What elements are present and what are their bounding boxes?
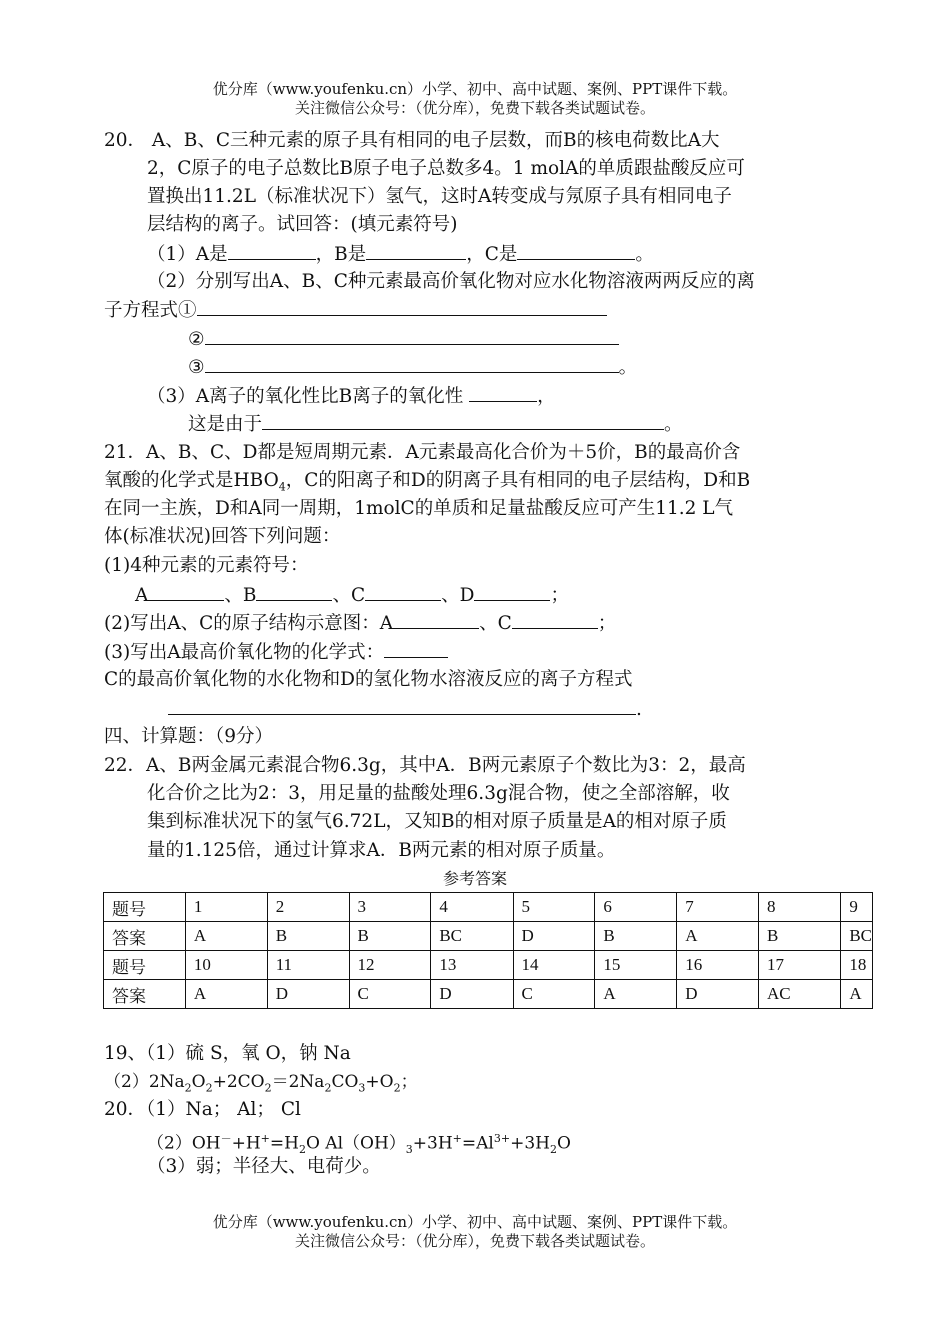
superscript: － — [220, 1132, 232, 1145]
table-cell: B — [595, 922, 677, 951]
table-cell: 5 — [513, 893, 595, 922]
table-cell: B — [349, 922, 431, 951]
table-cell: BC — [841, 922, 873, 951]
table-cell: 2 — [267, 893, 349, 922]
subscript: 2 — [549, 1143, 557, 1157]
circle-3: ③ — [188, 357, 205, 378]
q21-part-2 — [104, 610, 616, 637]
table-cell: D — [431, 980, 513, 1009]
answer-blank[interactable] — [469, 383, 537, 402]
subscript: 2 — [298, 1143, 306, 1157]
q21-l2-a: 氧酸的化学式是HBO — [104, 470, 279, 491]
answer-blank[interactable] — [168, 696, 636, 715]
table-cell: D — [677, 980, 759, 1009]
table-row — [104, 980, 873, 1009]
table-cell: A — [185, 980, 267, 1009]
label-a: A — [135, 585, 149, 606]
table-cell: 13 — [431, 951, 513, 980]
q20-part-3-line-2 — [188, 411, 683, 438]
q21-part-4: C的最高价氧化物的水化物和D的氢化物水溶液反应的离子方程式 — [104, 669, 633, 690]
q21-part-3 — [104, 639, 448, 666]
table-cell: A — [595, 980, 677, 1009]
table-cell: 6 — [595, 893, 677, 922]
q20-line-2: 2，C原子的电子总数比B原子电子总数多4。1 molA的单质跟盐酸反应可 — [147, 158, 745, 179]
q22-line-3: 集到标准状况下的氢气6.72L，又知B的相对原子质量是A的相对原子质 — [147, 811, 727, 832]
answer-blank[interactable] — [384, 639, 448, 658]
q21-part-1: (1)4种元素的元素符号： — [104, 555, 309, 576]
answer-20-line-1: 20．（1）Na； Al； Cl — [104, 1099, 301, 1120]
eq-part: O Al（OH） — [305, 1133, 406, 1154]
section-4-title: 四、计算题：（9分） — [104, 726, 274, 747]
header-line-1: 优分库（www.youfenku.cn）小学、初中、高中试题、案例、PPT课件下载。 — [212, 80, 738, 98]
q21-line-1: 21．A、B、C、D都是短周期元素．A元素最高化合价为＋5价，B的最高价含 — [104, 442, 741, 463]
table-cell: 15 — [595, 951, 677, 980]
period: 。 — [618, 357, 638, 378]
q20-part-2-line-2 — [104, 297, 607, 324]
subscript: 3 — [405, 1143, 413, 1157]
table-cell: 1 — [185, 893, 267, 922]
q20-p3-a: （3）A离子的氧化性比B离子的氧化性 — [147, 386, 470, 407]
table-cell: 10 — [185, 951, 267, 980]
answer-blank[interactable] — [256, 582, 332, 601]
answer-blank[interactable] — [517, 241, 635, 260]
q20-part-2-line-1: （2）分别写出A、B、C种元素最高价氧化物对应水化物溶液两两反应的离 — [147, 271, 755, 292]
q20-p1-a: （1）A是 — [147, 244, 228, 265]
answer-blank[interactable] — [366, 241, 466, 260]
q20-line-1: 20． A、B、C三种元素的原子具有相同的电子层数，而B的核电荷数比A大 — [104, 130, 720, 151]
eq-part: （2）OH — [147, 1133, 221, 1154]
answer-blank[interactable] — [474, 582, 550, 601]
answer-blank[interactable] — [262, 411, 664, 430]
eq-part: ； — [400, 1072, 418, 1092]
table-cell: BC — [431, 922, 513, 951]
subscript: 4 — [278, 480, 286, 494]
q20-part-2-line-4 — [188, 354, 637, 381]
table-cell: 16 — [677, 951, 759, 980]
q21-line-4: 体(标准状况)回答下列问题： — [104, 526, 341, 547]
semicolon: ； — [550, 585, 569, 606]
q22-line-4: 量的1.125倍，通过计算求A．B两元素的相对原子质量。 — [147, 840, 616, 861]
answer-19-line-1: 19、（1）硫 S，氧 O，钠 Na — [104, 1043, 351, 1064]
answer-blank[interactable] — [512, 610, 598, 629]
row-header-cell: 答案 — [104, 980, 186, 1009]
period: 。 — [664, 414, 683, 435]
period: . — [636, 699, 642, 720]
table-cell: 14 — [513, 951, 595, 980]
comma: ， — [537, 386, 556, 407]
semicolon: ； — [597, 613, 617, 634]
answer-blank[interactable] — [393, 610, 479, 629]
eq-part: CO — [331, 1072, 359, 1092]
eq-part: +H — [231, 1133, 261, 1154]
subscript: 2 — [324, 1081, 332, 1095]
answer-key-title: 参考答案 — [442, 869, 507, 888]
footer-line-1: 优分库（www.youfenku.cn）小学、初中、高中试题、案例、PPT课件下载。 — [212, 1213, 738, 1231]
table-cell: C — [349, 980, 431, 1009]
table-cell: 17 — [759, 951, 841, 980]
q20-part-3-line-1 — [147, 383, 556, 410]
q21-part-4-line-2 — [168, 696, 642, 723]
q21-l2-b: ，C的阳离子和D的阴离子具有相同的电子层结构，D和B — [285, 470, 751, 491]
subscript: 2 — [264, 1081, 272, 1095]
eq-part: +O — [365, 1072, 394, 1092]
row-header-cell: 答案 — [104, 922, 186, 951]
superscript: + — [260, 1132, 270, 1145]
table-cell: B — [267, 922, 349, 951]
answer-blank[interactable] — [205, 326, 619, 345]
table-cell: 8 — [759, 893, 841, 922]
table-cell: B — [759, 922, 841, 951]
q20-p1-d: 。 — [635, 244, 654, 265]
answer-blank[interactable] — [197, 297, 607, 316]
eq-part: O — [191, 1072, 206, 1092]
q20-part-2-line-3 — [188, 326, 619, 353]
answer-20-line-3: （3）弱；半径大、电荷少。 — [147, 1156, 381, 1177]
answer-blank[interactable] — [148, 582, 224, 601]
eq-part: O — [556, 1133, 571, 1154]
eq-part: =H — [269, 1133, 299, 1154]
row-header-cell: 题号 — [104, 951, 186, 980]
answer-blank[interactable] — [205, 354, 619, 373]
table-cell: A — [677, 922, 759, 951]
table-cell: 12 — [349, 951, 431, 980]
table-cell: 7 — [677, 893, 759, 922]
header-line-2: 关注微信公众号：（优分库），免费下载各类试题试卷。 — [294, 99, 655, 117]
table-cell: AC — [759, 980, 841, 1009]
q22-line-2: 化合价之比为2：3，用足量的盐酸处理6.3g混合物，使之全部溶解，收 — [147, 783, 730, 804]
eq-part: +3H — [412, 1133, 453, 1154]
table-cell: A — [185, 922, 267, 951]
q20-line-3: 置换出11.2L（标准状况下）氢气，这时A转变成与氖原子具有相同电子 — [147, 186, 732, 207]
answer-blank[interactable] — [228, 241, 316, 260]
answer-blank[interactable] — [365, 582, 441, 601]
table-cell: 18 — [841, 951, 873, 980]
q20-p1-c: ，C是 — [466, 244, 518, 265]
q21-p2-b: 、C — [479, 613, 512, 634]
eq-part: +2CO — [212, 1072, 265, 1092]
eq-part: ＝2Na — [271, 1072, 325, 1092]
eq-part: （2）2Na — [104, 1072, 185, 1092]
table-cell: D — [267, 980, 349, 1009]
superscript: 3+ — [493, 1132, 511, 1145]
eq-part: +3H — [510, 1133, 550, 1154]
table-row — [104, 951, 873, 980]
subscript: 2 — [184, 1081, 192, 1095]
table-cell: D — [513, 922, 595, 951]
q22-line-1: 22．A、B两金属元素混合物6.3g，其中A．B两元素原子个数比为3：2，最高 — [104, 755, 746, 776]
label-d: 、D — [441, 585, 475, 606]
q20-part-1 — [147, 241, 654, 268]
circle-2: ② — [188, 329, 205, 350]
q21-p3: (3)写出A最高价氧化物的化学式： — [104, 642, 385, 663]
footer-line-2: 关注微信公众号：（优分库），免费下载各类试题试卷。 — [294, 1232, 655, 1250]
eq-part: =Al — [461, 1133, 494, 1154]
row-header-cell: 题号 — [104, 893, 186, 922]
table-row — [104, 922, 873, 951]
table-row — [104, 893, 873, 922]
q21-line-3: 在同一主族，D和A同一周期，1molC的单质和足量盐酸反应可产生11.2 L气 — [104, 498, 734, 519]
subscript: 3 — [358, 1081, 366, 1095]
answer-table — [103, 892, 873, 1009]
label-b: 、B — [224, 585, 257, 606]
table-cell: 11 — [267, 951, 349, 980]
table-cell: C — [513, 980, 595, 1009]
table-cell: 3 — [349, 893, 431, 922]
subscript: 2 — [393, 1081, 401, 1095]
table-cell: 4 — [431, 893, 513, 922]
q21-p2-a: (2)写出A、C的原子结构示意图：A — [104, 613, 394, 634]
label-c: 、C — [332, 585, 366, 606]
q20-p3-c: 这是由于 — [188, 414, 263, 435]
superscript: + — [452, 1132, 462, 1145]
q20-p2-b: 子方程式① — [104, 300, 197, 321]
q21-symbols-line — [135, 582, 569, 609]
subscript: 2 — [205, 1081, 213, 1095]
table-cell: A — [841, 980, 873, 1009]
q20-p1-b: ，B是 — [315, 244, 367, 265]
table-cell: 9 — [841, 893, 873, 922]
q20-line-4: 层结构的离子。试回答：(填元素符号) — [147, 214, 458, 235]
